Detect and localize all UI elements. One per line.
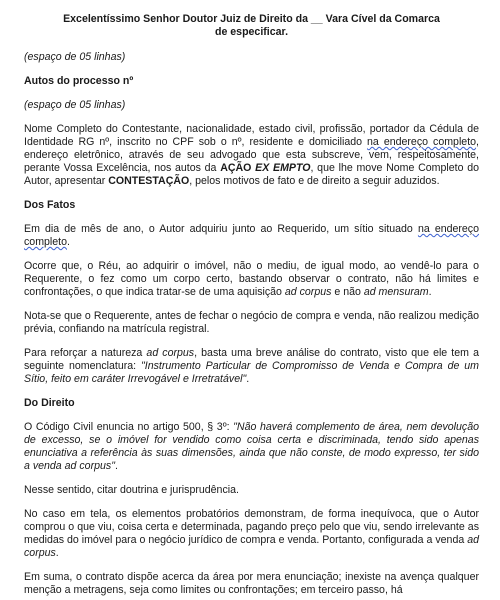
paragraph-text: . (246, 373, 250, 385)
paragraph-text: , basta uma breve análise do contrato, visto que ele tem a seguinte nomenclatura: (24, 347, 479, 372)
paragraph-text: e não (331, 286, 364, 298)
fatos-heading: Dos Fatos (24, 199, 76, 211)
document-title (24, 13, 479, 39)
paragraph-text: . (55, 547, 59, 559)
law-quote-end: " (111, 460, 115, 472)
title-line-1: Excelentíssimo Senhor Doutor Juiz de Direito da __ Vara Cível da Comarca (63, 13, 440, 25)
contract-name-quote: "Instrumento Particular de Compromisso de Venda e Compra de um Sítio, feito em caráter Irrevogável e Irretratável" (24, 360, 479, 385)
intro-text: , pelos motivos de fato e de direito a seguir aduzidos. (189, 175, 440, 187)
direito-paragraph-3 (24, 508, 479, 560)
fatos-paragraph-1 (24, 223, 479, 249)
latin-term: ad mensuram (363, 286, 429, 298)
fatos-paragraph-3: Nota-se que o Requerente, antes de fechar o negócio de compra e venda, não realizou medição prévia, confiando na matrícula registral. (24, 310, 479, 335)
paragraph-text: Para reforçar a natureza (24, 347, 147, 359)
intro-text: , endereço eletrônico, através de seu advogado que esta subscreve, vem, respeitosamente, perante Vossa Excelência, nos autos da (24, 136, 479, 174)
space-note: (espaço de 05 linhas) (24, 99, 126, 111)
autos-heading: Autos do processo nº (24, 75, 134, 87)
latin-term: ad corpus (24, 534, 479, 559)
paragraph-text: Em dia de mês de ano, o Autor adquiriu junto ao Requerido, um sítio situado (24, 223, 418, 235)
fatos-paragraph-4 (24, 347, 479, 386)
address-placeholder: na endereço completo (367, 136, 477, 148)
latin-term: ad corpus (64, 460, 112, 472)
paragraph-text: No caso em tela, os elementos probatórios demonstram, de forma inequívoca, que o Autor comprou o que viu, coisa certa e determinada, pagando preço pelo que viu, sendo irrelevante as medidas do imóvel para o negócio jurídico de compra e venda. Portanto, configurada a venda (24, 508, 479, 546)
paragraph-text: O Código Civil enuncia no artigo 500, § 3º: (24, 421, 234, 433)
paragraph-text: Ocorre que, o Réu, ao adquirir o imóvel, não o mediu, de igual modo, ao vendê-lo para o Requerente, o fez como um corpo certo, bastando observar o contrato, não há limites e confrontações, o que indica tratar-se de uma aquisição (24, 260, 479, 298)
acao-label: AÇÃO (220, 162, 256, 174)
latin-term: ad corpus (284, 286, 332, 298)
space-note: (espaço de 05 linhas) (24, 51, 126, 63)
paragraph-text: . (67, 236, 70, 248)
direito-paragraph-1 (24, 421, 479, 473)
paragraph-text: . (428, 286, 432, 298)
direito-heading: Do Direito (24, 397, 75, 409)
address-placeholder: na endereço completo (24, 223, 479, 248)
title-line-2: de especificar. (214, 26, 289, 38)
law-quote: "Não haverá complemento de área, nem devolução de excesso, se o imóvel for vendido como coisa certa e discriminada, tendo sido apenas enunciativa a referência às suas dimensões, ainda que não conste, de modo expresso, ter sido a venda (24, 421, 479, 472)
fatos-paragraph-2 (24, 260, 479, 299)
contestacao-label: CONTESTAÇÃO (108, 175, 190, 187)
ex-empto-label: EX EMPTO (255, 162, 311, 174)
latin-term: ad corpus (146, 347, 195, 359)
intro-paragraph (24, 123, 479, 188)
paragraph-text: . (114, 460, 118, 472)
direito-paragraph-2: Nesse sentido, citar doutrina e jurisprudência. (24, 484, 239, 496)
intro-text: , que lhe move Nome Completo do Autor, apresentar (24, 162, 479, 187)
intro-text: Nome Completo do Contestante, nacionalidade, estado civil, profissão, portador da Cédula de Identidade RG nº, inscrito no CPF sob o nº, residente e domiciliado (24, 123, 479, 148)
direito-paragraph-4: Em suma, o contrato dispõe acerca da área por mera enunciação; inexiste na avença qualquer menção a metragens, seja como limites ou confrontações; em terceiro passo, há (24, 571, 479, 596)
